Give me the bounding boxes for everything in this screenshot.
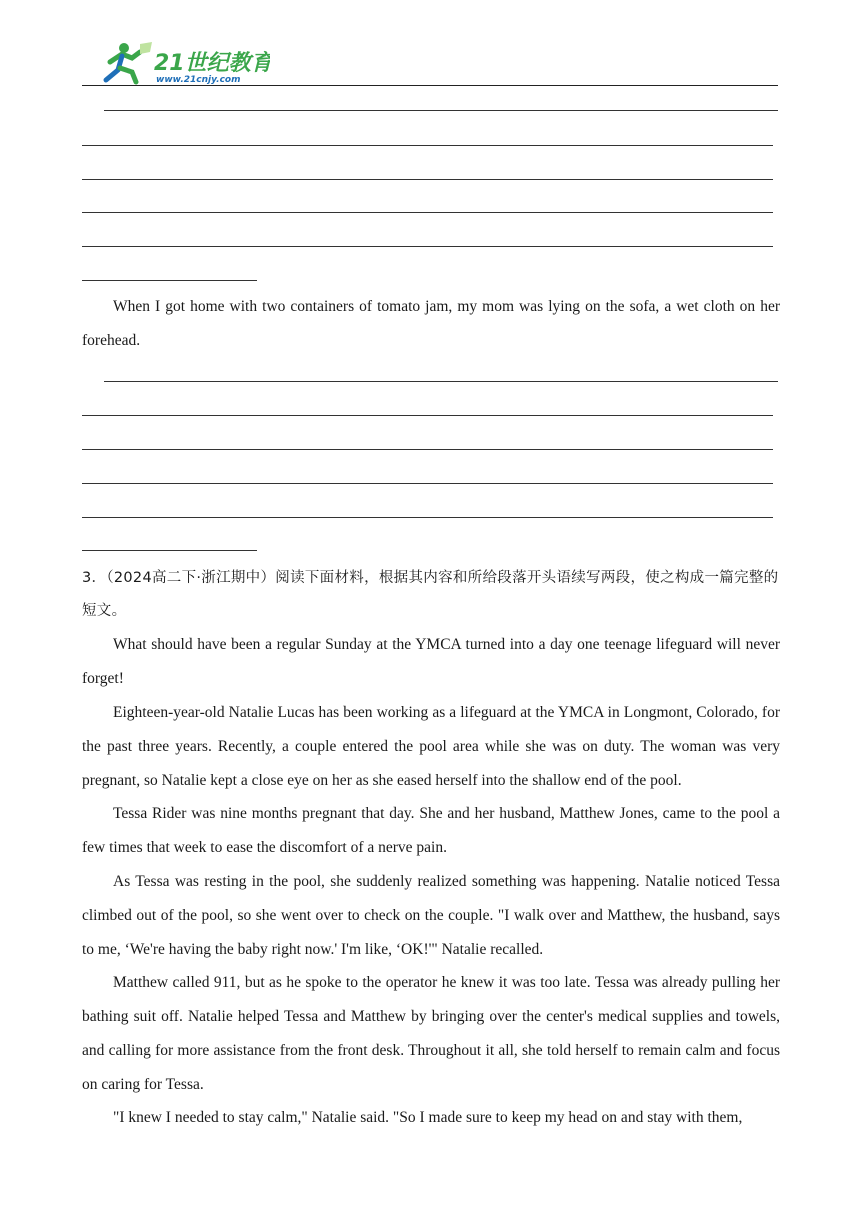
writing-line — [104, 381, 778, 382]
writing-line — [82, 517, 773, 518]
question-3-heading: 3．（2024高二下·浙江期中）阅读下面材料，根据其内容和所给段落开头语续写两段，使之构成一篇完整的短文。 — [82, 570, 779, 619]
writing-line — [82, 145, 773, 146]
continuation-prompt-paragraph: When I got home with two containers of tomato jam, my mom was lying on the sofa, a wet cloth on her forehead. — [82, 298, 780, 349]
passage-paragraph: What should have been a regular Sunday at the YMCA turned into a day one teenage lifeguard will never forget! — [82, 636, 780, 687]
logo-text: 21世纪教育 — [154, 51, 270, 76]
writing-line — [82, 246, 773, 247]
logo-url-text: www.21cnjy.com — [156, 75, 241, 85]
writing-line — [82, 550, 257, 551]
writing-line — [82, 179, 773, 180]
runner-logo-icon — [100, 40, 270, 86]
passage-paragraph: "I knew I needed to stay calm," Natalie said. "So I made sure to keep my head on and stay with them, — [113, 1109, 743, 1126]
writing-line — [82, 212, 773, 213]
writing-line — [82, 415, 773, 416]
writing-line — [104, 110, 778, 111]
writing-line — [82, 483, 773, 484]
passage-paragraph: Eighteen-year-old Natalie Lucas has been working as a lifeguard at the YMCA in Longmont, Colorado, for the past three years. Recently, a couple entered the pool area while she was on duty. The woman was very pregnant, so Natalie kept a close eye on her as she eased herself into the shallow end of the pool. — [82, 704, 780, 789]
passage-paragraph: As Tessa was resting in the pool, she suddenly realized something was happening. Natalie noticed Tessa climbed out of the pool, so she went over to check on the couple. "I walk over and Matthew, the husband, says to me, ‘We're having the baby right now.' I'm like, ‘OK!'" Natalie recalled. — [82, 873, 780, 958]
writing-line — [82, 449, 773, 450]
writing-line — [82, 280, 257, 281]
passage-paragraph: Matthew called 911, but as he spoke to the operator he knew it was too late. Tessa was already pulling her bathing suit off. Natalie helped Tessa and Matthew by bringing over the center's medical supplies and towels, and calling for more assistance from the front desk. Throughout it all, she told herself to remain calm and focus on caring for Tessa. — [82, 974, 780, 1093]
header-divider — [82, 85, 778, 86]
brand-logo — [100, 40, 270, 86]
passage-paragraph: Tessa Rider was nine months pregnant that day. She and her husband, Matthew Jones, came to the pool a few times that week to ease the discomfort of a nerve pain. — [82, 805, 780, 856]
